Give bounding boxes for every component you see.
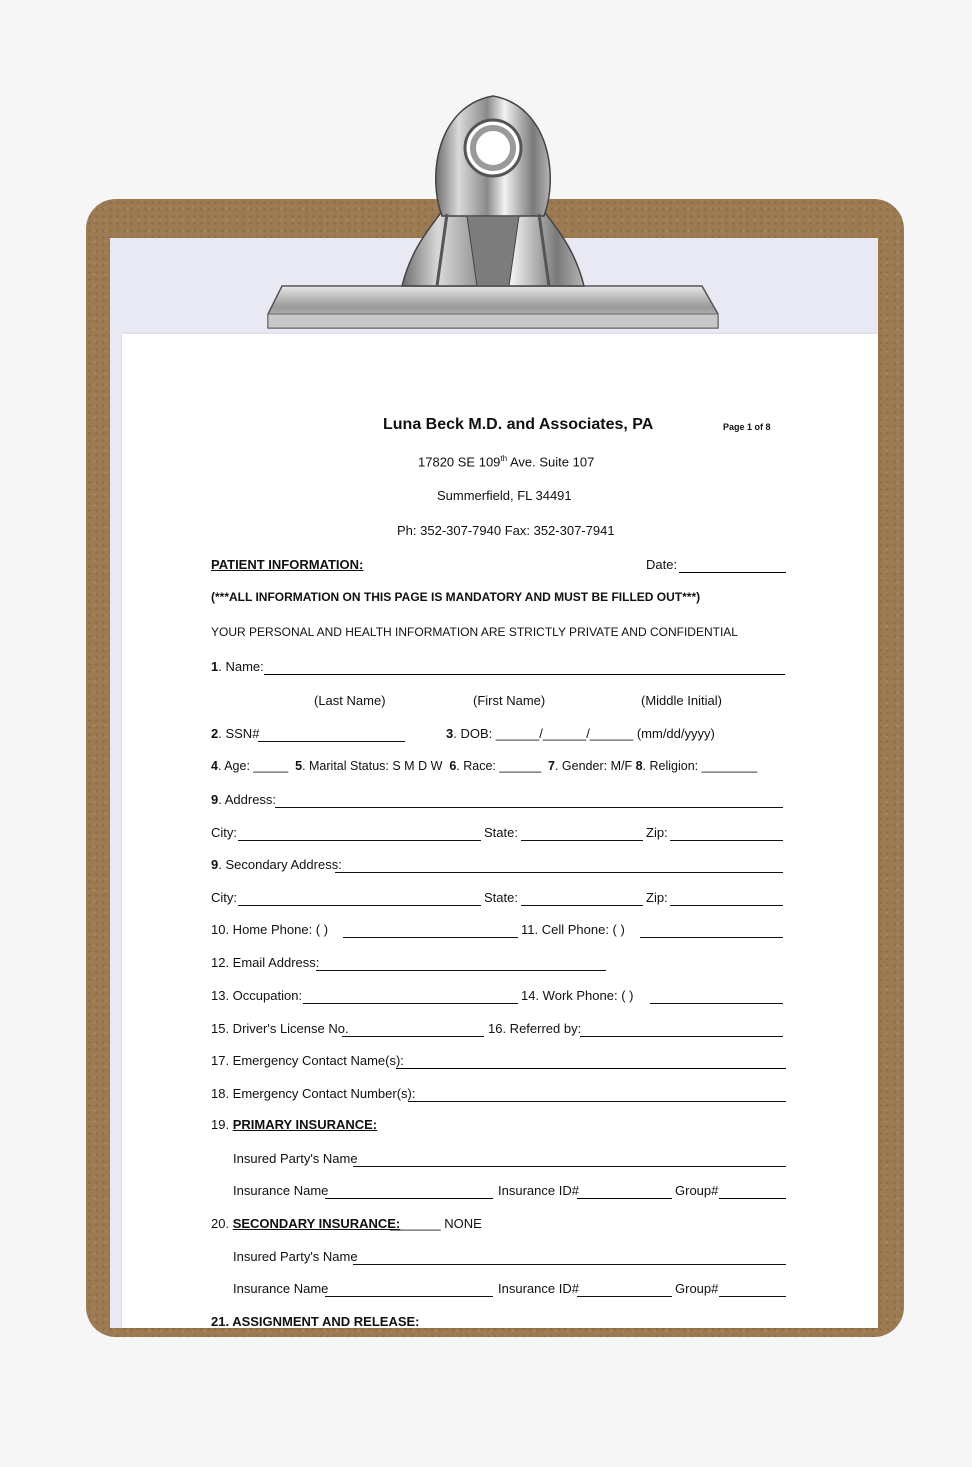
date-label: Date:: [646, 557, 678, 572]
state-label: State:: [484, 825, 518, 840]
occupation-label: 13. Occupation:: [211, 988, 303, 1003]
emergency-name-label: 17. Emergency Contact Name(s):: [211, 1053, 404, 1068]
work-phone-field[interactable]: [650, 1003, 783, 1004]
primary-insured-party-label: Insured Party's Name: [233, 1151, 358, 1166]
dob-label: 3. DOB: ______/______/______ (mm/dd/yyyy): [446, 726, 715, 741]
secondary-address-label: 9. Secondary Address:: [211, 857, 342, 872]
first-name-hint: (First Name): [473, 693, 546, 708]
ssn-field[interactable]: [258, 741, 405, 742]
primary-insurance-heading: 19. PRIMARY INSURANCE:: [211, 1117, 378, 1132]
name-field[interactable]: [264, 674, 785, 675]
cell-phone-field[interactable]: [640, 937, 783, 938]
state-field[interactable]: [521, 840, 643, 841]
cell-phone-label: 11. Cell Phone: ( ): [521, 922, 625, 937]
address-line-2: Summerfield, FL 34491: [437, 488, 572, 503]
home-phone-field[interactable]: [343, 937, 518, 938]
address-line-1: 17820 SE 109th Ave. Suite 107: [418, 454, 595, 470]
secondary-insurance-name-label: Insurance Name: [233, 1281, 329, 1296]
state-label-2: State:: [484, 890, 518, 905]
secondary-insurance-id-label: Insurance ID#: [498, 1281, 579, 1296]
address-label: 9. Address:: [211, 792, 277, 807]
primary-group-field[interactable]: [719, 1198, 786, 1199]
primary-insurance-id-field[interactable]: [577, 1198, 672, 1199]
city-label: City:: [211, 825, 237, 840]
occupation-field[interactable]: [303, 1003, 518, 1004]
last-name-hint: (Last Name): [314, 693, 386, 708]
demographics-row: 4. Age: _____ 5. Marital Status: S M D W 6. Race: ______ 7. Gender: M/F 8. Religion: ________: [211, 759, 758, 773]
zip-label-2: Zip:: [646, 890, 668, 905]
primary-insurance-name-label: Insurance Name: [233, 1183, 329, 1198]
work-phone-label: 14. Work Phone: ( ): [521, 988, 634, 1003]
secondary-insurance-id-field[interactable]: [577, 1296, 672, 1297]
secondary-insurance-name-field[interactable]: [325, 1296, 493, 1297]
primary-group-label: Group#: [675, 1183, 719, 1198]
primary-insurance-name-field[interactable]: [325, 1198, 493, 1199]
license-field[interactable]: [342, 1036, 484, 1037]
secondary-address-field[interactable]: [335, 872, 783, 873]
emergency-number-field[interactable]: [408, 1101, 786, 1102]
assignment-release-heading: 21. ASSIGNMENT AND RELEASE:: [211, 1314, 420, 1328]
email-field[interactable]: [316, 970, 606, 971]
section-title: PATIENT INFORMATION:: [211, 557, 364, 572]
emergency-number-label: 18. Emergency Contact Number(s):: [211, 1086, 416, 1101]
middle-initial-hint: (Middle Initial): [641, 693, 722, 708]
page-indicator: Page 1 of 8: [723, 422, 771, 432]
secondary-group-field[interactable]: [719, 1296, 786, 1297]
phone-fax: Ph: 352-307-7940 Fax: 352-307-7941: [397, 523, 615, 538]
city-label-2: City:: [211, 890, 237, 905]
emergency-name-field[interactable]: [396, 1068, 786, 1069]
state-field-2[interactable]: [521, 905, 643, 906]
referred-field[interactable]: [580, 1036, 783, 1037]
ssn-label: 2. SSN#: [211, 726, 260, 741]
clipboard-clip-icon[interactable]: [262, 86, 724, 336]
date-field[interactable]: [679, 572, 786, 573]
secondary-insurance-heading: 20. SECONDARY INSURANCE:: [211, 1216, 401, 1231]
license-label: 15. Driver's License No.: [211, 1021, 349, 1036]
address-field[interactable]: [275, 807, 783, 808]
referred-label: 16. Referred by:: [488, 1021, 582, 1036]
zip-field-2[interactable]: [670, 905, 783, 906]
secondary-insured-party-label: Insured Party's Name: [233, 1249, 358, 1264]
email-label: 12. Email Address:: [211, 955, 320, 970]
primary-insurance-id-label: Insurance ID#: [498, 1183, 579, 1198]
primary-insured-party-field[interactable]: [353, 1166, 786, 1167]
home-phone-label: 10. Home Phone: ( ): [211, 922, 329, 937]
secondary-none-option[interactable]: _______ NONE: [390, 1216, 482, 1231]
secondary-insured-party-field[interactable]: [353, 1264, 786, 1265]
secondary-group-label: Group#: [675, 1281, 719, 1296]
zip-label: Zip:: [646, 825, 668, 840]
practice-name: Luna Beck M.D. and Associates, PA: [383, 416, 654, 433]
privacy-notice: YOUR PERSONAL AND HEALTH INFORMATION ARE STRICTLY PRIVATE AND CONFIDENTIAL: [211, 625, 738, 639]
city-field[interactable]: [238, 840, 481, 841]
mandatory-notice: (***ALL INFORMATION ON THIS PAGE IS MANDATORY AND MUST BE FILLED OUT***): [211, 590, 701, 604]
form-page: [122, 334, 878, 1328]
name-label: 1. Name:: [211, 659, 264, 674]
city-field-2[interactable]: [238, 905, 481, 906]
zip-field[interactable]: [670, 840, 783, 841]
